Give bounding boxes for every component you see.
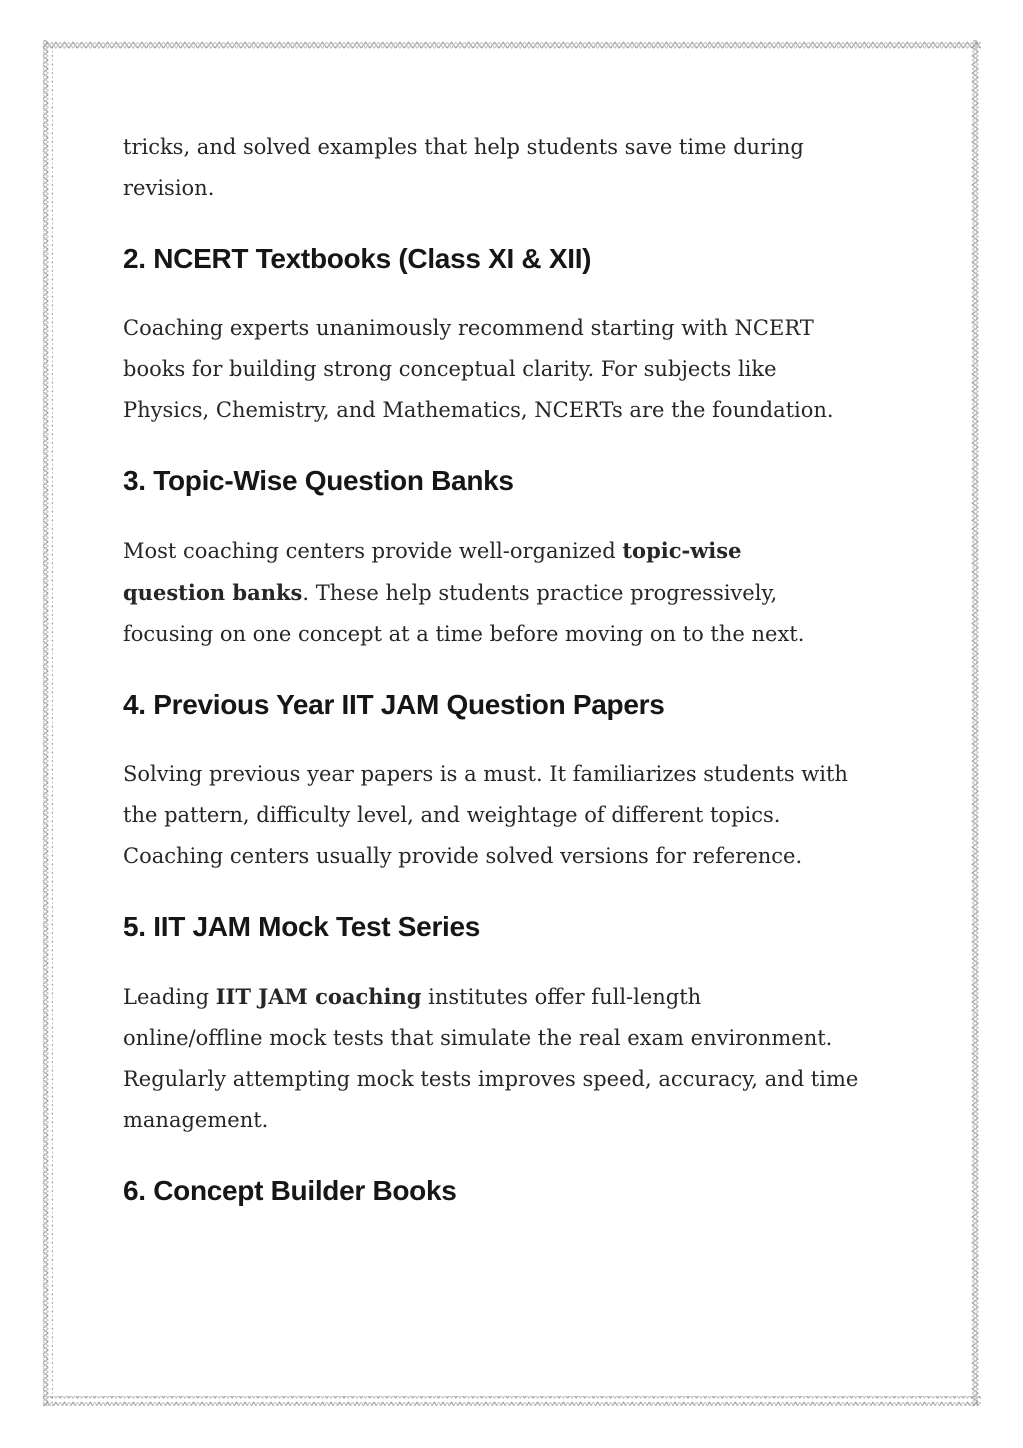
text-segment: online/offline mock tests that simulate the real exam environment. [123,1026,833,1050]
bold-text: question banks [123,580,303,605]
text-line [123,349,953,390]
text-segment: institutes offer full-length [421,985,702,1009]
text-line [123,1018,953,1059]
text-line [123,572,953,614]
text-line [123,795,953,836]
border-bottom [43,1396,981,1406]
border-left [43,40,53,1406]
text-segment: . These help students practice progressively, [302,581,778,605]
paragraph [123,530,953,655]
paragraph [123,308,953,431]
paragraph [123,754,953,877]
text-segment: Solving previous year papers is a must. It familiarizes students with [123,762,848,786]
text-segment: Leading [123,985,216,1009]
text-segment: tricks, and solved examples that help students save time during [123,135,804,159]
section-heading: 5. IIT JAM Mock Test Series [123,911,481,942]
section-heading: 2. NCERT Textbooks (Class XI & XII) [123,243,592,274]
text-line [123,1059,953,1100]
text-line [123,836,953,877]
text-segment: Coaching experts unanimously recommend starting with NCERT [123,316,814,340]
border-right [971,40,981,1406]
paragraph [123,976,953,1141]
text-line [123,530,953,572]
text-segment: Coaching centers usually provide solved versions for reference. [123,844,803,868]
text-line [123,614,953,655]
text-line [123,308,953,349]
text-segment: revision. [123,176,215,200]
text-line [123,127,953,168]
section-heading: 6. Concept Builder Books [123,1175,457,1206]
section-heading: 3. Topic-Wise Question Banks [123,465,514,496]
text-segment: books for building strong conceptual clarity. For subjects like [123,357,777,381]
text-segment: Regularly attempting mock tests improves speed, accuracy, and time [123,1067,859,1091]
text-segment: focusing on one concept at a time before moving on to the next. [123,622,805,646]
bold-text: IIT JAM coaching [215,984,422,1009]
text-segment: management. [123,1108,269,1132]
section-heading: 4. Previous Year IIT JAM Question Papers [123,689,665,720]
text-line [123,976,953,1018]
bold-text: topic-wise [622,538,742,563]
text-segment: Physics, Chemistry, and Mathematics, NCERTs are the foundation. [123,398,834,422]
text-line [123,168,953,209]
text-line [123,754,953,795]
text-segment: Most coaching centers provide well-organized [123,539,623,563]
border-top [43,40,981,50]
page-content [123,127,953,1240]
text-line [123,390,953,431]
paragraph [123,127,953,209]
text-segment: the pattern, difficulty level, and weightage of different topics. [123,803,781,827]
text-line [123,1100,953,1141]
